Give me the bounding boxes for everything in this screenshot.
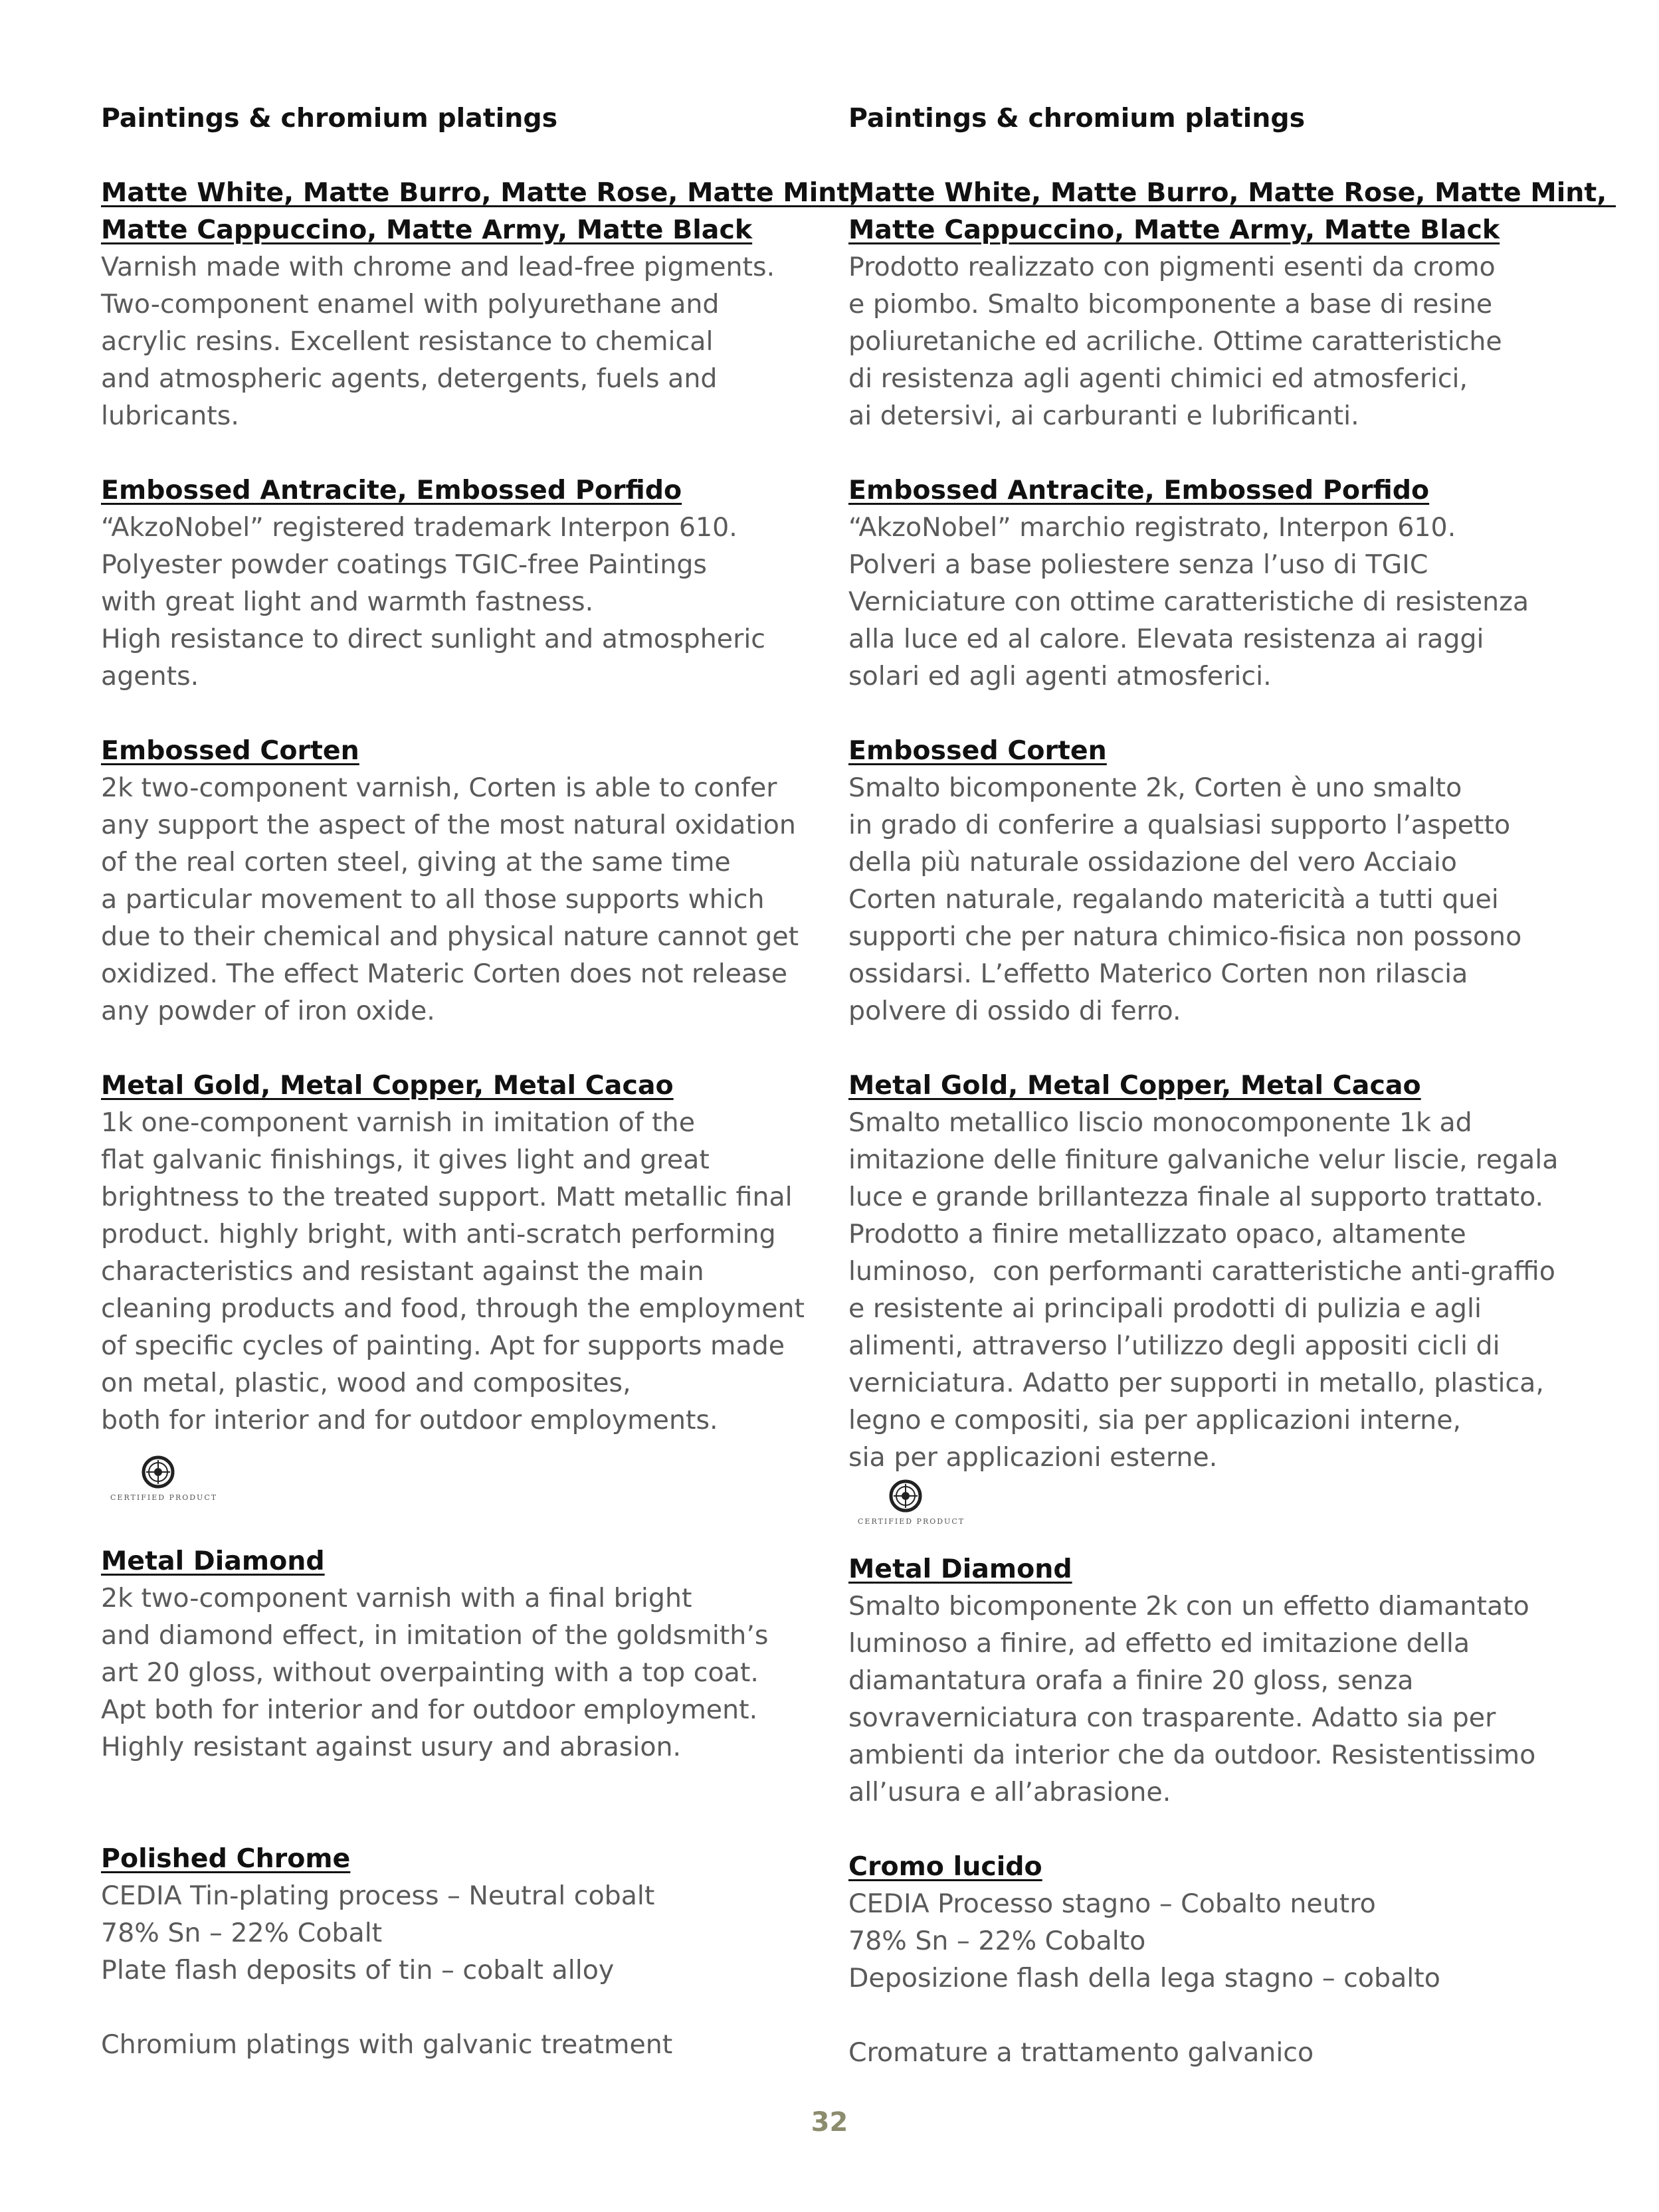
section-heading: Metal Diamond [101, 1546, 325, 1576]
text-line: ai detersivi, ai carburanti e lubrificanti. [848, 401, 1359, 431]
section-heading: Polished Chrome [101, 1843, 351, 1874]
footer-line: Cromature a trattamento galvanico [848, 2037, 1314, 2068]
text-line: Polveri a base poliestere senza l’uso di TGIC [848, 549, 1428, 580]
text-line: 2k two-component varnish, Corten is able to confer [101, 773, 777, 803]
text-line: cleaning products and food, through the employment [101, 1293, 805, 1324]
section-chrome [101, 1840, 872, 1989]
certified-seal-icon [888, 1479, 923, 1513]
text-line: product. highly bright, with anti-scratch performing [101, 1219, 776, 1249]
section-corten [848, 732, 1619, 1030]
text-line: oxidized. The effect Materic Corten does not release [101, 959, 788, 989]
section-heading: Embossed Antracite, Embossed Porfido [848, 475, 1430, 506]
text-line: Two-component enamel with polyurethane and [101, 289, 720, 320]
text-line: CEDIA Processo stagno – Cobalto neutro [848, 1889, 1376, 1919]
text-line: 1k one-component varnish in imitation of the [101, 1107, 695, 1138]
text-line: High resistance to direct sunlight and atmospheric [101, 624, 766, 654]
text-line: due to their chemical and physical nature cannot get [101, 921, 799, 952]
section-corten [101, 732, 872, 1030]
text-line: brightness to the treated support. Matt metallic final [101, 1182, 793, 1212]
text-line: Prodotto a finire metallizzato opaco, altamente [848, 1219, 1466, 1249]
text-line: ambienti da interior che da outdoor. Resistentissimo [848, 1740, 1536, 1770]
section-heading: Matte White, Matte Burro, Matte Rose, Matte Mint, [101, 177, 869, 208]
section-matte [848, 174, 1619, 434]
text-line: Plate flash deposits of tin – cobalt alloy [101, 1955, 615, 1985]
text-line: Verniciature con ottime caratteristiche di resistenza [848, 587, 1529, 617]
certified-seal-icon [141, 1455, 175, 1489]
text-line: art 20 gloss, without overpainting with a top coat. [101, 1657, 759, 1688]
section-diamond [101, 1542, 872, 1766]
text-line: “AkzoNobel” registered trademark Interpon 610. [101, 512, 737, 543]
text-line: Prodotto realizzato con pigmenti esenti da cromo [848, 252, 1496, 282]
section-embossed [848, 472, 1619, 695]
text-line: agents. [101, 661, 199, 691]
text-line: alimenti, attraverso l’utilizzo degli appositi cicli di [848, 1331, 1500, 1361]
text-line: any support the aspect of the most natural oxidation [101, 810, 796, 840]
section-diamond [848, 1550, 1619, 1811]
text-line: “AkzoNobel” marchio registrato, Interpon 610. [848, 512, 1456, 543]
text-line: of specific cycles of painting. Apt for supports made [101, 1331, 785, 1361]
right-column [848, 100, 1619, 2071]
text-line: all’usura e all’abrasione. [848, 1777, 1171, 1807]
certified-product-logo [848, 1476, 1619, 1529]
text-line: luce e grande brillantezza finale al supporto trattato. [848, 1182, 1544, 1212]
section-heading: Metal Gold, Metal Copper, Metal Cacao [101, 1070, 674, 1101]
text-line: verniciatura. Adatto per supporti in metallo, plastica, [848, 1368, 1544, 1398]
text-line: with great light and warmth fastness. [101, 587, 594, 617]
text-line: CEDIA Tin-plating process – Neutral cobalt [101, 1881, 655, 1911]
text-line: any powder of iron oxide. [101, 996, 435, 1026]
section-heading: Matte Cappuccino, Matte Army, Matte Black [848, 215, 1500, 245]
text-line: Apt both for interior and for outdoor employment. [101, 1695, 758, 1725]
text-line: sia per applicazioni esterne. [848, 1442, 1218, 1473]
text-line: and atmospheric agents, detergents, fuels and [101, 363, 718, 394]
text-line: poliuretaniche ed acriliche. Ottime caratteristiche [848, 326, 1502, 357]
text-line: 78% Sn – 22% Cobalto [848, 1926, 1146, 1956]
text-line: on metal, plastic, wood and composites, [101, 1368, 631, 1398]
text-line: characteristics and resistant against the main [101, 1256, 704, 1287]
section-heading: Embossed Corten [848, 735, 1107, 766]
section-heading: Embossed Antracite, Embossed Porfido [101, 475, 682, 506]
text-line: a particular movement to all those supports which [101, 884, 765, 915]
footer-line: Chromium platings with galvanic treatment [101, 2029, 673, 2060]
text-line: supporti che per natura chimico-fisica non possono [848, 921, 1522, 952]
section-heading: Embossed Corten [101, 735, 359, 766]
section-metal [101, 1067, 872, 1439]
page-title: Paintings & chromium platings [101, 103, 558, 134]
section-heading: Cromo lucido [848, 1851, 1042, 1882]
text-line: ossidarsi. L’effetto Materico Corten non rilascia [848, 959, 1468, 989]
text-line: legno e compositi, sia per applicazioni interne, [848, 1405, 1462, 1435]
certified-product-label: CERTIFIED PRODUCT [858, 1517, 965, 1526]
text-line: di resistenza agli agenti chimici ed atmosferici, [848, 363, 1468, 394]
section-metal [848, 1067, 1619, 1476]
certified-product-logo [101, 1452, 872, 1526]
text-line: polvere di ossido di ferro. [848, 996, 1181, 1026]
section-chrome [848, 1848, 1619, 1997]
text-line: 2k two-component varnish with a final bright [101, 1583, 692, 1613]
text-line: both for interior and for outdoor employments. [101, 1405, 718, 1435]
text-line: flat galvanic finishings, it gives light and great [101, 1145, 710, 1175]
text-line: Smalto bicomponente 2k con un effetto diamantato [848, 1591, 1529, 1621]
page-title: Paintings & chromium platings [848, 103, 1306, 134]
text-line: Polyester powder coatings TGIC-free Paintings [101, 549, 707, 580]
text-line: of the real corten steel, giving at the same time [101, 847, 731, 877]
text-line: sovraverniciatura con trasparente. Adatto sia per [848, 1703, 1496, 1733]
text-line: 78% Sn – 22% Cobalt [101, 1918, 383, 1948]
text-line: diamantatura orafa a finire 20 gloss, senza [848, 1665, 1414, 1696]
text-line: Highly resistant against usury and abrasion. [101, 1732, 682, 1762]
text-line: e piombo. Smalto bicomponente a base di resine [848, 289, 1493, 320]
text-line: Smalto metallico liscio monocomponente 1k ad [848, 1107, 1472, 1138]
text-line: Corten naturale, regalando matericità a tutti quei [848, 884, 1499, 915]
page-number: 32 [811, 2107, 848, 2138]
text-line: imitazione delle finiture galvaniche velur liscie, regala [848, 1145, 1559, 1175]
section-heading: Matte Cappuccino, Matte Army, Matte Black [101, 215, 753, 245]
section-heading: Metal Diamond [848, 1554, 1072, 1584]
text-line: alla luce ed al calore. Elevata resistenza ai raggi [848, 624, 1484, 654]
text-line: e resistente ai principali prodotti di pulizia e agli [848, 1293, 1482, 1324]
text-line: in grado di conferire a qualsiasi supporto l’aspetto [848, 810, 1511, 840]
text-line: solari ed agli agenti atmosferici. [848, 661, 1272, 691]
text-line: Varnish made with chrome and lead-free pigments. [101, 252, 775, 282]
section-heading: Matte White, Matte Burro, Matte Rose, Matte Mint, [848, 177, 1616, 208]
text-line: Deposizione flash della lega stagno – cobalto [848, 1963, 1440, 1993]
text-line: della più naturale ossidazione del vero Acciaio [848, 847, 1457, 877]
text-line: and diamond effect, in imitation of the goldsmith’s [101, 1620, 769, 1651]
certified-product-label: CERTIFIED PRODUCT [110, 1493, 218, 1502]
section-heading: Metal Gold, Metal Copper, Metal Cacao [848, 1070, 1421, 1101]
section-embossed [101, 472, 872, 695]
text-line: luminoso, con performanti caratteristiche anti-graffio [848, 1256, 1555, 1287]
section-matte [101, 174, 872, 434]
text-line: luminoso a finire, ad effetto ed imitazione della [848, 1628, 1470, 1659]
text-line: acrylic resins. Excellent resistance to chemical [101, 326, 714, 357]
text-line: lubricants. [101, 401, 239, 431]
left-column [101, 100, 872, 2063]
text-line: Smalto bicomponente 2k, Corten è uno smalto [848, 773, 1462, 803]
